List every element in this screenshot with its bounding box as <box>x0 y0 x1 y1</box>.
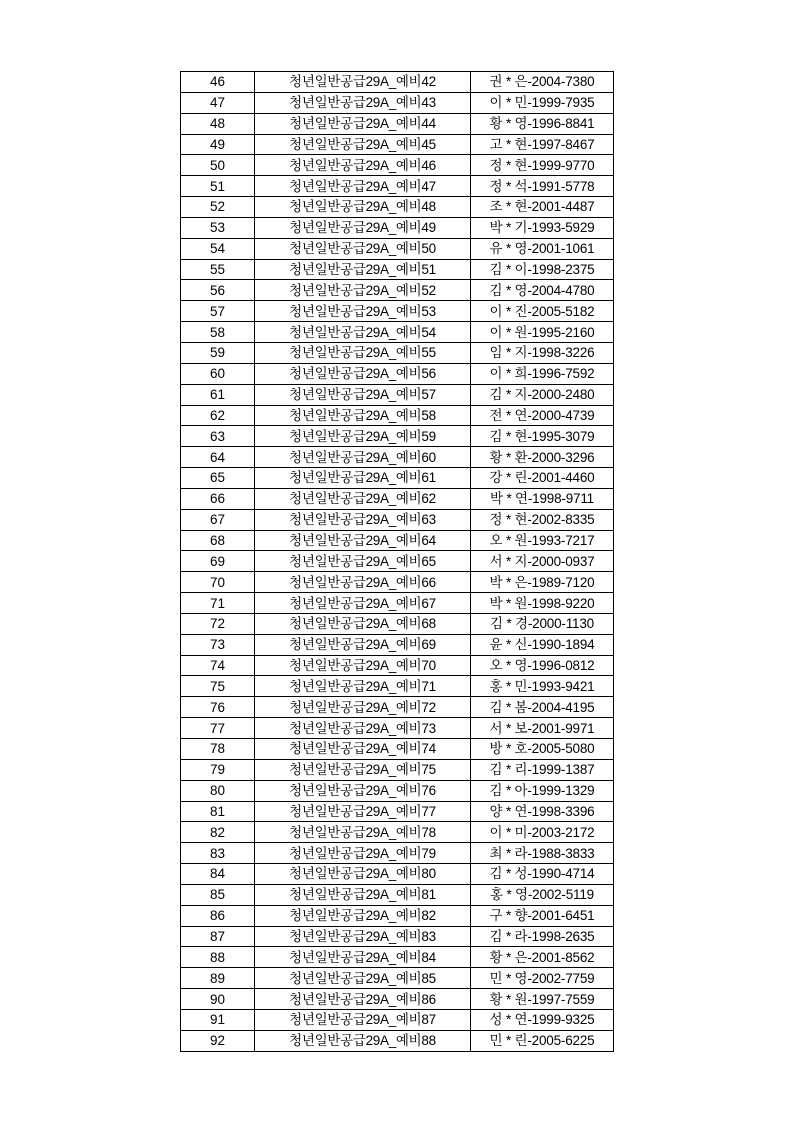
table-row <box>181 259 614 280</box>
applicant-id-cell: 김 * 경-2000-1130 <box>471 613 614 634</box>
table-row <box>181 447 614 468</box>
row-number-cell: 61 <box>181 384 255 405</box>
applicant-id-cell: 이 * 희-1996-7592 <box>471 363 614 384</box>
applicant-id-cell: 이 * 민-1999-7935 <box>471 92 614 113</box>
table-row <box>181 884 614 905</box>
applicant-id-cell: 방 * 호-2005-5080 <box>471 739 614 760</box>
row-number-cell: 69 <box>181 551 255 572</box>
supply-type-cell: 청년일반공급29A_예비60 <box>255 447 471 468</box>
row-number-cell: 59 <box>181 342 255 363</box>
applicant-id-cell: 김 * 라-1998-2635 <box>471 926 614 947</box>
table-row <box>181 72 614 93</box>
table-row <box>181 926 614 947</box>
supply-type-cell: 청년일반공급29A_예비57 <box>255 384 471 405</box>
supply-type-cell: 청년일반공급29A_예비54 <box>255 322 471 343</box>
applicant-id-cell: 김 * 지-2000-2480 <box>471 384 614 405</box>
table-row <box>181 947 614 968</box>
table-row <box>181 322 614 343</box>
row-number-cell: 88 <box>181 947 255 968</box>
supply-type-cell: 청년일반공급29A_예비83 <box>255 926 471 947</box>
applicant-id-cell: 고 * 현-1997-8467 <box>471 134 614 155</box>
row-number-cell: 66 <box>181 488 255 509</box>
row-number-cell: 92 <box>181 1030 255 1051</box>
supply-type-cell: 청년일반공급29A_예비49 <box>255 217 471 238</box>
supply-type-cell: 청년일반공급29A_예비76 <box>255 780 471 801</box>
row-number-cell: 57 <box>181 301 255 322</box>
applicant-id-cell: 박 * 원-1998-9220 <box>471 593 614 614</box>
applicant-id-cell: 김 * 봄-2004-4195 <box>471 697 614 718</box>
table-row <box>181 197 614 218</box>
applicant-id-cell: 최 * 라-1988-3833 <box>471 843 614 864</box>
supply-type-cell: 청년일반공급29A_예비86 <box>255 989 471 1010</box>
applicant-id-cell: 서 * 지-2000-0937 <box>471 551 614 572</box>
applicant-id-cell: 민 * 영-2002-7759 <box>471 968 614 989</box>
row-number-cell: 70 <box>181 572 255 593</box>
table-row <box>181 780 614 801</box>
applicant-id-cell: 서 * 보-2001-9971 <box>471 718 614 739</box>
supply-type-cell: 청년일반공급29A_예비43 <box>255 92 471 113</box>
supply-type-cell: 청년일반공급29A_예비84 <box>255 947 471 968</box>
row-number-cell: 68 <box>181 530 255 551</box>
table-row <box>181 530 614 551</box>
supply-type-cell: 청년일반공급29A_예비70 <box>255 655 471 676</box>
applicant-id-cell: 임 * 지-1998-3226 <box>471 342 614 363</box>
applicant-id-cell: 홍 * 민-1993-9421 <box>471 676 614 697</box>
table-row <box>181 718 614 739</box>
supply-type-cell: 청년일반공급29A_예비55 <box>255 342 471 363</box>
row-number-cell: 87 <box>181 926 255 947</box>
supply-type-cell: 청년일반공급29A_예비71 <box>255 676 471 697</box>
supply-type-cell: 청년일반공급29A_예비50 <box>255 238 471 259</box>
row-number-cell: 50 <box>181 155 255 176</box>
supply-type-cell: 청년일반공급29A_예비77 <box>255 801 471 822</box>
row-number-cell: 81 <box>181 801 255 822</box>
row-number-cell: 74 <box>181 655 255 676</box>
supply-type-cell: 청년일반공급29A_예비48 <box>255 197 471 218</box>
table-row <box>181 697 614 718</box>
row-number-cell: 65 <box>181 468 255 489</box>
applicant-id-cell: 김 * 아-1999-1329 <box>471 780 614 801</box>
table-row <box>181 405 614 426</box>
table-body <box>181 72 614 1052</box>
supply-type-cell: 청년일반공급29A_예비46 <box>255 155 471 176</box>
row-number-cell: 47 <box>181 92 255 113</box>
applicant-id-cell: 이 * 원-1995-2160 <box>471 322 614 343</box>
table-row <box>181 468 614 489</box>
row-number-cell: 63 <box>181 426 255 447</box>
supply-type-cell: 청년일반공급29A_예비72 <box>255 697 471 718</box>
supply-type-cell: 청년일반공급29A_예비85 <box>255 968 471 989</box>
applicant-id-cell: 황 * 환-2000-3296 <box>471 447 614 468</box>
table-row <box>181 905 614 926</box>
row-number-cell: 71 <box>181 593 255 614</box>
supply-type-cell: 청년일반공급29A_예비62 <box>255 488 471 509</box>
row-number-cell: 52 <box>181 197 255 218</box>
row-number-cell: 91 <box>181 1009 255 1030</box>
applicant-id-cell: 성 * 연-1999-9325 <box>471 1009 614 1030</box>
row-number-cell: 78 <box>181 739 255 760</box>
applicant-id-cell: 황 * 영-1996-8841 <box>471 113 614 134</box>
supply-type-cell: 청년일반공급29A_예비58 <box>255 405 471 426</box>
supply-type-cell: 청년일반공급29A_예비56 <box>255 363 471 384</box>
supply-type-cell: 청년일반공급29A_예비69 <box>255 634 471 655</box>
row-number-cell: 77 <box>181 718 255 739</box>
applicant-id-cell: 권 * 은-2004-7380 <box>471 72 614 93</box>
table-row <box>181 384 614 405</box>
supply-type-cell: 청년일반공급29A_예비61 <box>255 468 471 489</box>
row-number-cell: 85 <box>181 884 255 905</box>
table-row <box>181 634 614 655</box>
supply-type-cell: 청년일반공급29A_예비88 <box>255 1030 471 1051</box>
applicant-id-cell: 황 * 은-2001-8562 <box>471 947 614 968</box>
table-row <box>181 363 614 384</box>
supply-type-cell: 청년일반공급29A_예비51 <box>255 259 471 280</box>
applicant-id-cell: 박 * 은-1989-7120 <box>471 572 614 593</box>
row-number-cell: 49 <box>181 134 255 155</box>
table-row <box>181 864 614 885</box>
table-row <box>181 739 614 760</box>
table-row <box>181 759 614 780</box>
table-row <box>181 176 614 197</box>
supply-type-cell: 청년일반공급29A_예비75 <box>255 759 471 780</box>
table-row <box>181 301 614 322</box>
table-row <box>181 155 614 176</box>
row-number-cell: 72 <box>181 613 255 634</box>
row-number-cell: 73 <box>181 634 255 655</box>
row-number-cell: 62 <box>181 405 255 426</box>
row-number-cell: 58 <box>181 322 255 343</box>
applicant-id-cell: 김 * 리-1999-1387 <box>471 759 614 780</box>
applicant-id-cell: 정 * 석-1991-5778 <box>471 176 614 197</box>
row-number-cell: 51 <box>181 176 255 197</box>
table-row <box>181 426 614 447</box>
applicant-id-cell: 정 * 현-1999-9770 <box>471 155 614 176</box>
row-number-cell: 83 <box>181 843 255 864</box>
supply-type-cell: 청년일반공급29A_예비52 <box>255 280 471 301</box>
table-row <box>181 113 614 134</box>
supply-type-cell: 청년일반공급29A_예비66 <box>255 572 471 593</box>
table-row <box>181 217 614 238</box>
applicant-id-cell: 조 * 현-2001-4487 <box>471 197 614 218</box>
applicant-id-cell: 오 * 영-1996-0812 <box>471 655 614 676</box>
table-row <box>181 92 614 113</box>
supply-type-cell: 청년일반공급29A_예비74 <box>255 739 471 760</box>
supply-type-cell: 청년일반공급29A_예비44 <box>255 113 471 134</box>
applicant-id-cell: 민 * 린-2005-6225 <box>471 1030 614 1051</box>
supply-type-cell: 청년일반공급29A_예비79 <box>255 843 471 864</box>
supply-type-cell: 청년일반공급29A_예비82 <box>255 905 471 926</box>
applicant-id-cell: 김 * 이-1998-2375 <box>471 259 614 280</box>
table-row <box>181 613 614 634</box>
row-number-cell: 55 <box>181 259 255 280</box>
supply-type-cell: 청년일반공급29A_예비53 <box>255 301 471 322</box>
table-row <box>181 801 614 822</box>
applicant-id-cell: 오 * 원-1993-7217 <box>471 530 614 551</box>
table-row <box>181 238 614 259</box>
applicant-id-cell: 양 * 연-1998-3396 <box>471 801 614 822</box>
row-number-cell: 89 <box>181 968 255 989</box>
table-row <box>181 1009 614 1030</box>
table-row <box>181 822 614 843</box>
table-row <box>181 342 614 363</box>
supply-type-cell: 청년일반공급29A_예비47 <box>255 176 471 197</box>
applicant-id-cell: 김 * 영-2004-4780 <box>471 280 614 301</box>
applicant-id-cell: 강 * 린-2001-4460 <box>471 468 614 489</box>
applicant-id-cell: 홍 * 영-2002-5119 <box>471 884 614 905</box>
row-number-cell: 79 <box>181 759 255 780</box>
applicant-list-table <box>180 71 614 1052</box>
supply-type-cell: 청년일반공급29A_예비80 <box>255 864 471 885</box>
applicant-id-cell: 이 * 미-2003-2172 <box>471 822 614 843</box>
table-row <box>181 676 614 697</box>
table-row <box>181 843 614 864</box>
supply-type-cell: 청년일반공급29A_예비81 <box>255 884 471 905</box>
applicant-id-cell: 김 * 현-1995-3079 <box>471 426 614 447</box>
applicant-id-cell: 윤 * 신-1990-1894 <box>471 634 614 655</box>
table-row <box>181 509 614 530</box>
supply-type-cell: 청년일반공급29A_예비68 <box>255 613 471 634</box>
applicant-id-cell: 황 * 원-1997-7559 <box>471 989 614 1010</box>
row-number-cell: 75 <box>181 676 255 697</box>
applicant-id-cell: 박 * 기-1993-5929 <box>471 217 614 238</box>
supply-type-cell: 청년일반공급29A_예비73 <box>255 718 471 739</box>
row-number-cell: 60 <box>181 363 255 384</box>
table-row <box>181 572 614 593</box>
row-number-cell: 54 <box>181 238 255 259</box>
supply-type-cell: 청년일반공급29A_예비87 <box>255 1009 471 1030</box>
applicant-id-cell: 이 * 진-2005-5182 <box>471 301 614 322</box>
table-row <box>181 1030 614 1051</box>
supply-type-cell: 청년일반공급29A_예비42 <box>255 72 471 93</box>
row-number-cell: 82 <box>181 822 255 843</box>
row-number-cell: 90 <box>181 989 255 1010</box>
table-row <box>181 488 614 509</box>
table-row <box>181 134 614 155</box>
table-row <box>181 989 614 1010</box>
supply-type-cell: 청년일반공급29A_예비45 <box>255 134 471 155</box>
row-number-cell: 64 <box>181 447 255 468</box>
applicant-id-cell: 전 * 연-2000-4739 <box>471 405 614 426</box>
supply-type-cell: 청년일반공급29A_예비59 <box>255 426 471 447</box>
applicant-id-cell: 구 * 향-2001-6451 <box>471 905 614 926</box>
applicant-id-cell: 김 * 성-1990-4714 <box>471 864 614 885</box>
table-row <box>181 968 614 989</box>
row-number-cell: 86 <box>181 905 255 926</box>
table-row <box>181 280 614 301</box>
supply-type-cell: 청년일반공급29A_예비63 <box>255 509 471 530</box>
applicant-id-cell: 유 * 영-2001-1061 <box>471 238 614 259</box>
row-number-cell: 80 <box>181 780 255 801</box>
row-number-cell: 46 <box>181 72 255 93</box>
table-row <box>181 655 614 676</box>
supply-type-cell: 청년일반공급29A_예비78 <box>255 822 471 843</box>
supply-type-cell: 청년일반공급29A_예비67 <box>255 593 471 614</box>
applicant-id-cell: 박 * 연-1998-9711 <box>471 488 614 509</box>
applicant-id-cell: 정 * 현-2002-8335 <box>471 509 614 530</box>
row-number-cell: 67 <box>181 509 255 530</box>
row-number-cell: 48 <box>181 113 255 134</box>
supply-type-cell: 청년일반공급29A_예비65 <box>255 551 471 572</box>
table-row <box>181 551 614 572</box>
row-number-cell: 56 <box>181 280 255 301</box>
table-row <box>181 593 614 614</box>
row-number-cell: 76 <box>181 697 255 718</box>
row-number-cell: 84 <box>181 864 255 885</box>
row-number-cell: 53 <box>181 217 255 238</box>
supply-type-cell: 청년일반공급29A_예비64 <box>255 530 471 551</box>
